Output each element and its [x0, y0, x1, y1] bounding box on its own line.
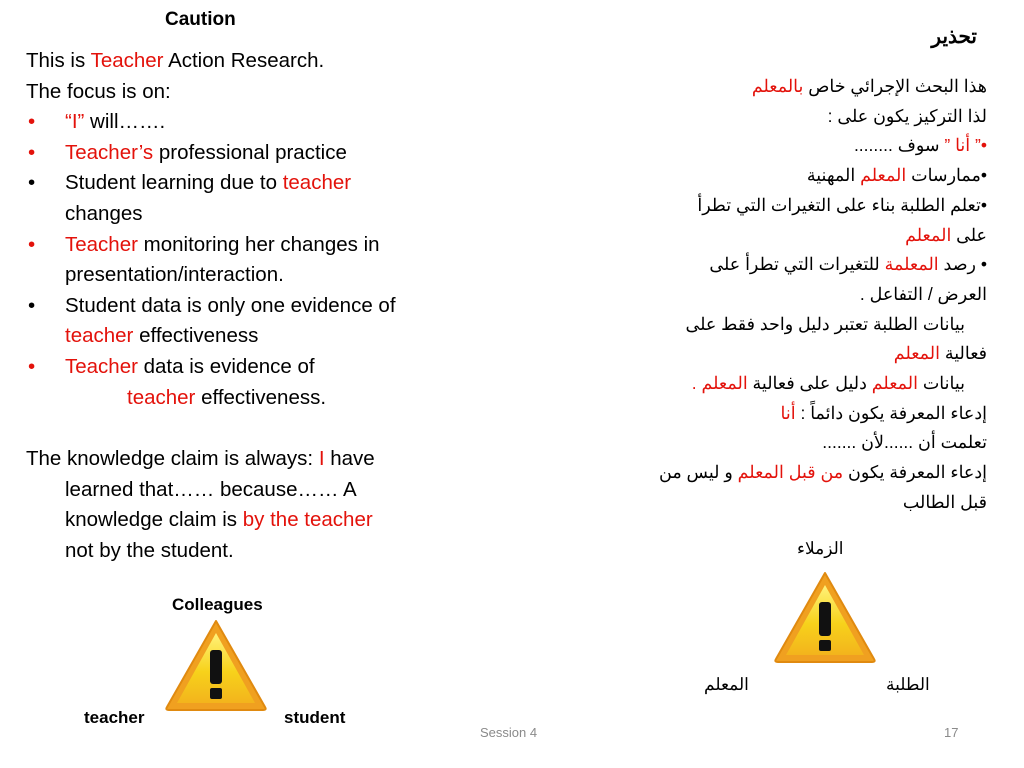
arabic-title: تحذير: [931, 26, 977, 48]
warning-icon: [772, 569, 878, 670]
bullet-professional-practice: • Teacher’s professional practice: [26, 138, 456, 169]
arabic-body: هذا البحث الإجرائي خاص بالمعلم لذا التركيز يكون على : •” أنا ” سوف ........ •ممارسات المعلم المهنية •تعلم الطلبة بناء على التغيرات التي تطرأ على المعلم • رصد المعلمة للتغيرات التي تطرأ على العرض / التفاعل . بيانات الطلبة تعتبر دليل واحد فقط على فعالية المعلم بيانات المعلم دليل على فعالية المعلم . إدعاء المعرفة يكون دائماً : أنا تعلمت أن ......لأن ....... إدعاء المعرفة يكون من قبل المعلم و ليس من قبل الطالب: [659, 76, 987, 512]
bullet-student-data: • Student data is only one evidence of: [26, 291, 456, 322]
bullet-dot: •: [28, 110, 36, 134]
knowledge-claim-line: The knowledge claim is always: I have: [26, 447, 375, 471]
bullet-dot: •: [28, 140, 36, 164]
bullet-student-data-cont: teacher effectiveness: [65, 324, 259, 348]
student-label-ar: الطلبة: [886, 675, 930, 694]
bullet-teacher-data: • Teacher data is evidence of: [26, 352, 456, 383]
colleagues-label-ar: الزملاء: [797, 539, 844, 558]
teacher-label: teacher: [84, 708, 145, 727]
bullet-dot: •: [28, 354, 36, 378]
bullet-student-learning-cont: changes: [65, 201, 143, 225]
bullet-teacher-data-cont: teacher effectiveness.: [127, 385, 327, 409]
english-title: Caution: [165, 9, 236, 30]
bullet-student-learning: • Student learning due to teacher: [26, 168, 456, 199]
english-body: [26, 46, 456, 567]
knowledge-claim-cont-2: knowledge claim is by the teacher: [65, 508, 373, 532]
knowledge-claim-cont-3: not by the student.: [65, 538, 234, 562]
bullet-i-will: • “I” will…….: [26, 107, 456, 138]
bullet-dot: •: [28, 232, 36, 256]
bullet-dot: •: [28, 293, 36, 317]
intro-line: This is Teacher Action Research.: [26, 49, 325, 72]
teacher-label-ar: المعلم: [704, 675, 749, 694]
bullet-teacher-monitoring: • Teacher monitoring her changes in: [26, 230, 456, 261]
student-label: student: [284, 708, 346, 727]
bullet-teacher-monitoring-cont: presentation/interaction.: [65, 263, 284, 287]
bullet-dot: •: [28, 171, 36, 195]
warning-icon: [163, 617, 269, 718]
focus-line: The focus is on:: [26, 79, 171, 103]
footer-session: Session 4: [480, 725, 538, 740]
colleagues-label: Colleagues: [172, 595, 263, 614]
knowledge-claim-cont-1: learned that…… because…… A: [65, 477, 357, 501]
page-number: 17: [944, 725, 959, 740]
